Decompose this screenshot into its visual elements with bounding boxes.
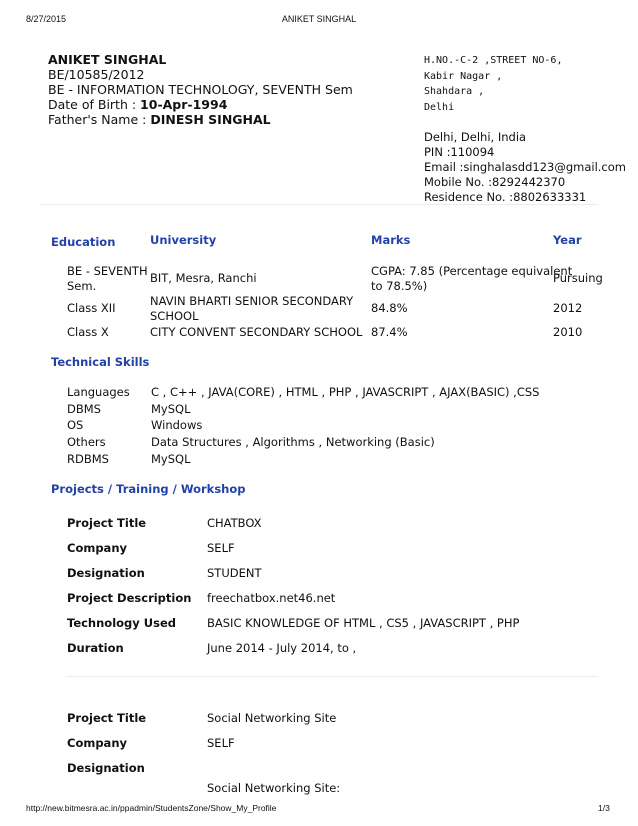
dob-value: 10-Apr-1994 bbox=[140, 97, 228, 112]
skill-label: Languages bbox=[67, 385, 130, 399]
divider bbox=[40, 204, 598, 205]
technology-value: BASIC KNOWLEDGE OF HTML , CS5 , JAVASCRIPT , PHP bbox=[207, 616, 520, 630]
dob-label: Date of Birth : bbox=[48, 97, 141, 112]
print-date: 8/27/2015 bbox=[26, 14, 67, 24]
father-label: Father's Name : bbox=[48, 112, 151, 127]
col-marks: Marks bbox=[371, 233, 411, 247]
designation-value: STUDENT bbox=[207, 566, 262, 580]
project-title-label: Project Title bbox=[67, 516, 147, 530]
edu-university: BIT, Mesra, Ranchi bbox=[150, 271, 257, 285]
skill-label: OS bbox=[67, 418, 84, 432]
edu-year: 2010 bbox=[553, 325, 583, 339]
personal-info bbox=[48, 52, 353, 127]
skill-value: Data Structures , Algorithms , Networking (Basic) bbox=[151, 435, 435, 449]
designation-label: Designation bbox=[67, 761, 145, 775]
address-block bbox=[424, 53, 562, 115]
residence-line: Residence No. :8802633331 bbox=[424, 190, 587, 204]
duration-value: June 2014 - July 2014, to , bbox=[207, 641, 357, 655]
project-title: Social Networking Site bbox=[207, 711, 337, 725]
address-line: H.NO.-C-2 ,STREET NO-6, bbox=[424, 55, 563, 66]
skill-label: DBMS bbox=[67, 402, 101, 416]
projects-heading: Projects / Training / Workshop bbox=[51, 482, 246, 496]
project-title-label: Project Title bbox=[67, 711, 147, 725]
father-value: DINESH SINGHAL bbox=[150, 112, 271, 127]
description-value: Social Networking Site: bbox=[207, 781, 341, 795]
duration-label: Duration bbox=[67, 641, 124, 655]
edu-university: CITY CONVENT SECONDARY SCHOOL bbox=[150, 325, 363, 339]
technology-label: Technology Used bbox=[67, 616, 176, 630]
skill-value: Windows bbox=[151, 418, 203, 432]
project-title: CHATBOX bbox=[207, 516, 262, 530]
address-line: Delhi bbox=[424, 101, 455, 113]
skills-heading: Technical Skills bbox=[51, 355, 150, 369]
roll-number: BE/10585/2012 bbox=[48, 67, 145, 82]
skill-value: MySQL bbox=[151, 452, 191, 466]
col-year: Year bbox=[553, 233, 582, 247]
course: BE - INFORMATION TECHNOLOGY, SEVENTH Sem bbox=[48, 82, 353, 97]
pin-line: PIN :110094 bbox=[424, 145, 495, 159]
email-line: Email :singhalasdd123@gmail.com bbox=[424, 160, 626, 174]
description-value: freechatbox.net46.net bbox=[207, 591, 336, 605]
designation-label: Designation bbox=[67, 566, 145, 580]
address-line: Shahdara , bbox=[424, 86, 485, 98]
father-line bbox=[48, 112, 353, 127]
skill-value: C , C++ , JAVA(CORE) , HTML , PHP , JAVASCRIPT , AJAX(BASIC) ,CSS bbox=[151, 385, 540, 399]
contact-block bbox=[424, 130, 626, 205]
edu-level: Class XII bbox=[67, 301, 116, 315]
page-number: 1/3 bbox=[598, 803, 610, 813]
company-value: SELF bbox=[207, 736, 235, 750]
skill-label: Others bbox=[67, 435, 106, 449]
edu-year: 2012 bbox=[553, 301, 583, 315]
student-name: ANIKET SINGHAL bbox=[48, 52, 167, 67]
divider bbox=[66, 676, 598, 677]
edu-level: Class X bbox=[67, 325, 109, 339]
education-heading: Education bbox=[51, 235, 116, 249]
skill-value: MySQL bbox=[151, 402, 191, 416]
print-title: ANIKET SINGHAL bbox=[281, 14, 357, 24]
company-label: Company bbox=[67, 736, 127, 750]
address-line: Kabir Nagar , bbox=[424, 70, 503, 82]
col-university: University bbox=[150, 233, 217, 247]
city-line: Delhi, Delhi, India bbox=[424, 130, 527, 144]
company-label: Company bbox=[67, 541, 127, 555]
edu-marks: CGPA: 7.85 (Percentage equivalent to 78.5%) bbox=[371, 264, 573, 293]
edu-university: NAVIN BHARTI SENIOR SECONDARY SCHOOL bbox=[150, 294, 354, 323]
edu-level: BE - SEVENTH Sem. bbox=[67, 264, 148, 293]
skill-label: RDBMS bbox=[67, 452, 109, 466]
edu-marks: 84.8% bbox=[371, 301, 408, 315]
edu-marks: 87.4% bbox=[371, 325, 408, 339]
mobile-line: Mobile No. :8292442370 bbox=[424, 175, 566, 189]
print-url: http://new.bitmesra.ac.in/ppadmin/StudentsZone/Show_My_Profile bbox=[26, 803, 277, 813]
edu-year: Pursuing bbox=[553, 271, 603, 285]
dob-line bbox=[48, 97, 353, 112]
company-value: SELF bbox=[207, 541, 235, 555]
description-label: Project Description bbox=[67, 591, 192, 605]
